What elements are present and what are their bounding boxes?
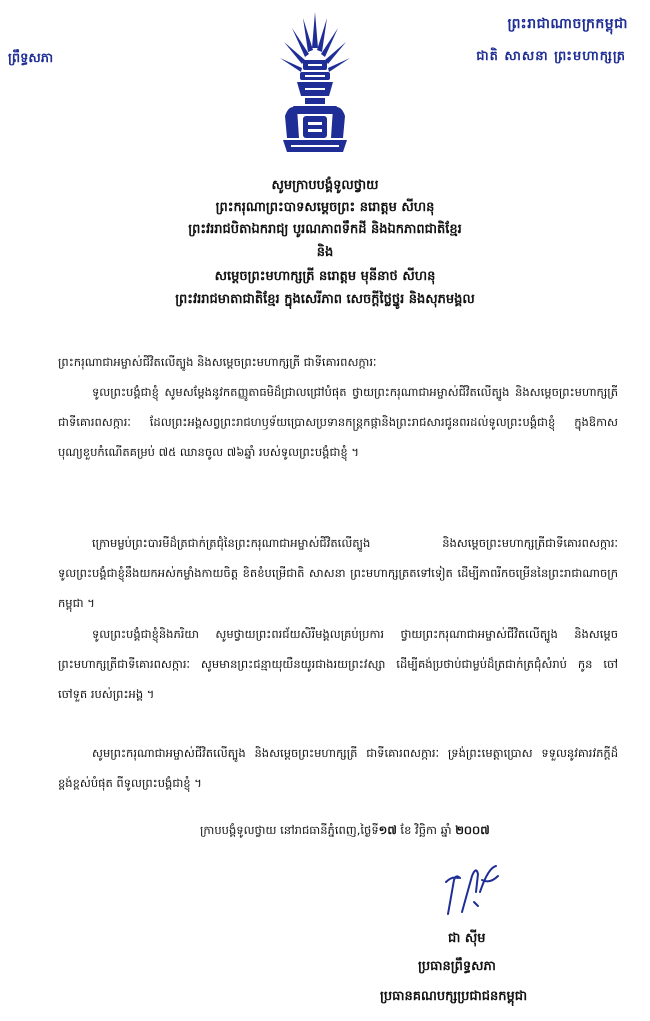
paragraph-1: ទូលព្រះបង្គំជាខ្ញុំ សូមសម្តែងនូវកតញ្ញូតាធមិដ៏ជ្រាលជ្រៅបំផុត ថ្វាយព្រះករុណាជាអម្ចាស់ជីវិតលើត្បូង និងសម្តេចព្រះមហាក្សត្រីជាទីគោរពសក្ការៈ ដែលព្រះអង្គសព្វព្រះរាជហឫទ័យប្រោសប្រទានកន្ត្រកផ្កានិងព្រះរាជសារជូនពរដល់ទូលព្រះបង្គំជាខ្ញុំ ក្នុងឱកាសបុណ្យខួបកំណើតគម្រប់ ៧៥ ឈានចូល ៧៦ឆ្នាំ របស់ទូលព្រះបង្គំជាខ្ញុំ ។ — [58, 385, 618, 459]
royal-emblem-icon — [275, 8, 355, 158]
paragraph-4: សូមព្រះករុណាជាអម្ចាស់ជីវិតលើត្បូង និងសម្តេចព្រះមហាក្សត្រី ជាទីគោរពសក្ការៈ ទ្រង់ព្រះមេត្តាប្រោស ទទួលនូវគារវភក្តីដ៏ខ្ពង់ខ្ពស់បំផុត ពីទូលព្រះបង្គំជាខ្ញុំ ។ — [58, 746, 618, 790]
date-line — [200, 823, 490, 840]
date-year: ២០០៧ — [455, 823, 490, 837]
signer-name: ជា ស៊ីម — [448, 931, 486, 946]
kingdom-motto: ជាតិ សាសនា ព្រះមហាក្សត្រ — [476, 49, 626, 64]
heading-line-3: ព្រះវររាជបិតាឯករាជ្យ បូរណភាពទឹកដី និងឯកភាពជាតិខ្មែរ — [188, 222, 462, 237]
date-day: ១៧ — [378, 823, 397, 837]
heading-line-4: និង — [316, 245, 334, 260]
salutation: ព្រះករុណាជាអម្ចាស់ជីវិតលើត្បូង និងសម្តេចព្រះមហាក្សត្រី ជាទីគោរពសក្ការៈ — [58, 355, 377, 369]
heading-line-2: ព្រះករុណាព្រះបាទសម្តេចព្រះ នរោត្តម សីហនុ — [215, 200, 435, 215]
paragraph-3: ទូលព្រះបង្គំជាខ្ញុំនិងភរិយា សូមថ្វាយព្រះពរជ័យសិរីមង្គលគ្រប់ប្រការ ថ្វាយព្រះករុណាជាអម្ចាស់ជីវិតលើត្បូង និងសម្តេចព្រះមហាក្សត្រីជាទីគោរពសក្ការៈ សូមមានព្រះជន្មាយុយឺនយូរជាងរយព្រះវស្សា ដើម្បីគង់ប្រថាប់ជាម្លប់ដ៏ត្រជាក់ត្រជុំសំរាប់ កូន ចៅ ចៅទួត របស់ព្រះអង្គ ។ — [58, 627, 618, 701]
paragraph-2: ក្រោមម្លប់ព្រះបារមីដ៏ត្រជាក់ត្រជុំនៃព្រះករុណាជាអម្ចាស់ជីវិតលើត្បូង និងសម្តេចព្រះមហាក្សត្រីជាទីគោរពសក្ការៈ ទូលព្រះបង្គំជាខ្ញុំនឹងយកអស់កម្លាំងកាយចិត្ត ខិតខំបម្រើជាតិ សាសនា ព្រះមហាក្សត្រតទៅទៀត ដើម្បីភាពរីកចម្រើននៃព្រះរាជាណាចក្រកម្ពុជា ។ — [58, 536, 618, 610]
kingdom-title: ព្រះរាជាណាចក្រកម្ពុជា — [507, 16, 628, 32]
signer-title-1: ប្រធានព្រឹទ្ធសភា — [418, 959, 496, 974]
signer-title-2: ប្រធានគណបក្សប្រជាជនកម្ពុជា — [380, 989, 528, 1004]
heading-line-6: ព្រះវររាជមាតាជាតិខ្មែរ ក្នុងសេរីភាព សេចក្តីថ្លៃថ្នូរ និងសុភមង្គល — [175, 292, 475, 307]
date-month: ខែ វិច្ឆិកា ឆ្នាំ — [396, 823, 456, 837]
date-prefix: ក្រាបបង្គំទូលថ្វាយ នៅរាជធានីភ្នំពេញ,ថ្ងៃទី — [200, 823, 379, 837]
handwritten-signature-icon — [438, 862, 518, 918]
heading-line-1: សូមក្រាបបង្គំទូលថ្វាយ — [271, 178, 379, 193]
heading-line-5: សម្តេចព្រះមហាក្សត្រី នរោត្តម មុនីនាថ សីហនុ — [214, 269, 436, 284]
senate-label: ព្រឹទ្ធសភា — [8, 51, 54, 66]
